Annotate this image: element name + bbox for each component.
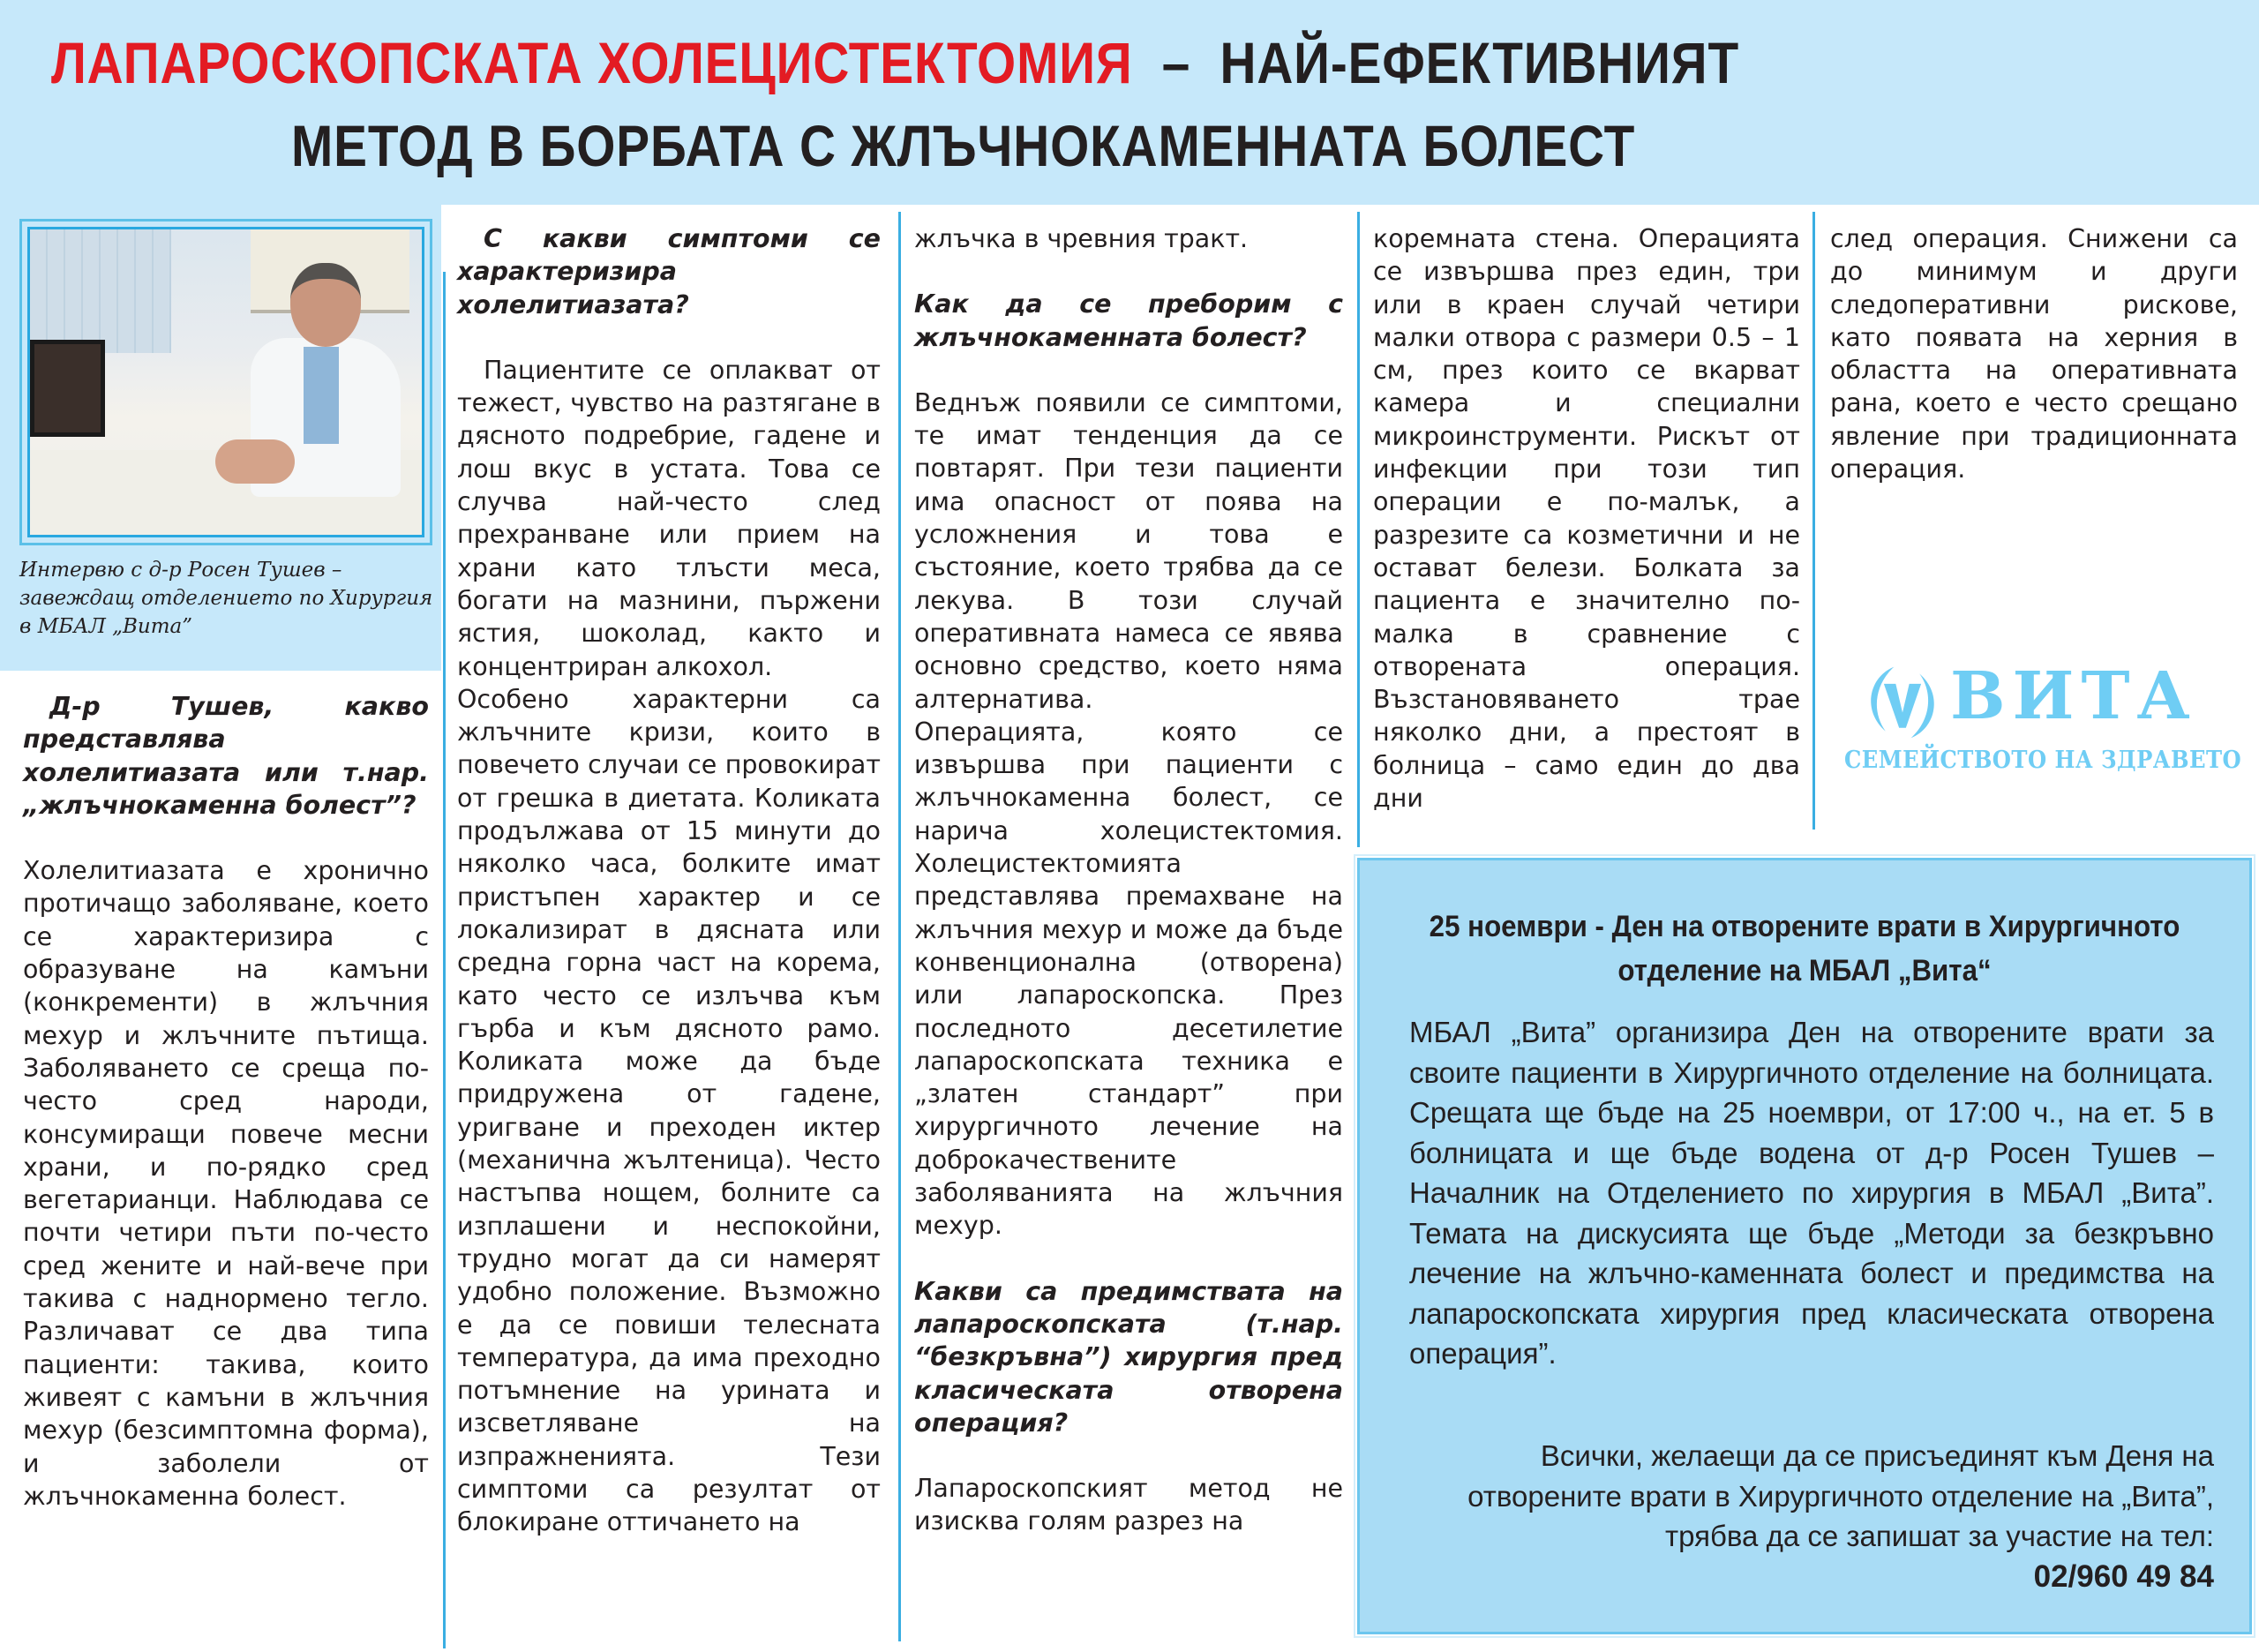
vita-v-emblem-icon — [1860, 658, 1945, 747]
headline-dark-part: НАЙ-ЕФЕКТИВНИЯТ — [1220, 30, 1740, 95]
photo-caption: Интервю с д-р Росен Тушев – завеждащ отделението по Хирургия в МБАЛ „Вита” — [19, 559, 433, 638]
doctor-head — [290, 263, 361, 347]
column-divider — [1357, 212, 1360, 847]
logo-wordmark: ВИТА — [1950, 658, 2197, 734]
announcement-title: 25 ноември - Ден на отворените врати в Хирургичното отделение на МБАЛ „Вита“ — [1429, 910, 2180, 987]
article-paragraph: Пациентите се оплакват от тежест, чувство на разтягане в дясното подребрие, гадене и лош вкус в устата. Това се случва най-често след прехранване или прием на храни като тлъсти меса, богати на мазнини, пържени ястия, шоколад, както и концентриран алкохол. — [457, 355, 881, 681]
announcement-signup — [1409, 1436, 2214, 1596]
headline-red-part: ЛАПАРОСКОПСКАТА ХОЛЕЦИСТЕКТОМИЯ — [51, 30, 1133, 95]
article-paragraph: Холелитиазата е хронично протичащо заболяване, което се характеризира с образуване на камъни (конкременти) в жлъчния мехур и жлъчните пътища. Заболяването се среща по-често сред народи, консумиращи повече месни храни, и по-рядко сред вегетарианци. Наблюдава се почти четири пъти по-често сред жените и най-вече при такива с наднормено тегло. Различават се два типа пациенти: такива, които живеят с камъни в жлъчния мехур (безсимптомна форма), и заболели от жлъчнокаменна болест. — [23, 856, 429, 1511]
phone-number[interactable]: 02/960 49 84 — [2033, 1558, 2214, 1594]
headline-banner — [0, 0, 2259, 205]
doctor-figure — [251, 263, 392, 528]
article-paragraph: Веднъж появили се симптоми, те имат тенденция да се повтарят. При тези пациенти има опасност от поява на усложнения и това е състояние, което трябва да се лекува. В този случай оперативната намеса се явява основно средство, което няма алтернатива. — [914, 387, 1343, 714]
article-column-1 — [23, 690, 429, 1513]
vita-logo — [1844, 637, 2242, 778]
column-divider — [443, 272, 446, 1648]
window-blinds — [30, 229, 171, 353]
open-day-announcement — [1357, 858, 2252, 1634]
article-paragraph: жлъчка в чревния тракт. — [914, 224, 1249, 253]
interview-question: С какви симптоми се характеризира холелитиазата? — [457, 224, 881, 319]
article-paragraph: Лапароскопският метод не изисква голям разрез на — [914, 1474, 1343, 1536]
article-paragraph: Особено характерни са жлъчните кризи, които в повечето случаи се провокират от грешка в диетата. Коликата продължава от 15 минути до няколко часа, болките имат пристъпен характер и се локализират в дясната или средна горна част на корема, като често се излъчва към гърба и към дясното рамо. Коликата може да бъде придружена от гадене, уригване и преходен иктер (механична жълтеница). Често настъпва нощем, болните са изплашени и неспокойни, трудно могат да си намерят удобно положение. Възможно е да се повиши телесната температура, да има преходно потъмнение на урината и изсветляване на изпражненията. Тези симптоми са резултат от блокиране оттичането на — [457, 684, 881, 1537]
article-paragraph: след операция. Снижени са до минимум и други следоперативни рискове, като появата на херния в областта на оперативната рана, което е често срещано явление при традиционната операция. — [1830, 224, 2238, 484]
article-column-4 — [1373, 222, 1800, 815]
signup-text: Всички, желаещи да се присъединят към Деня на отворените врати в Хирургичното отделение на „Вита”, трябва да се запишат за участие на тел: — [1467, 1439, 2214, 1552]
interview-question: Как да се преборим с жлъчнокаменната болест? — [914, 289, 1343, 352]
article-column-3 — [914, 222, 1343, 1538]
article-paragraph: Операцията, която се извършва при пациенти с жлъчнокаменна болест, се нарича холецистектомия. Холецистектомията представлява премахване на жлъчния мехур и може да бъде конвенционална (отворена) или лапароскопска. През последното десетилетие лапароскопската техника е „златен стандарт” при хирургичното лечение на доброкачествените заболяванията на жлъчния мехур. — [914, 717, 1343, 1241]
article-column-5 — [1830, 222, 2238, 485]
photo-panel — [0, 205, 441, 671]
article-column-2 — [457, 222, 881, 1539]
clasped-hands — [215, 439, 295, 484]
logo-tagline: СЕМЕЙСТВОТО НА ЗДРАВЕТО — [1844, 747, 2242, 774]
headline-line-1 — [51, 30, 1994, 95]
announcement-body: МБАЛ „Вита” организира Ден на отворените врати за своите пациенти в Хирургичното отделение на болницата. Срещата ще бъде на 25 ноември, от 17:00 ч., на ет. 5 в болницата и ще бъде водена от д-р Росен Тушев – Началник на Отделението по хирургия в МБАЛ „Вита”. Темата на дискусията ще бъде „Методи за безкръвно лечение на жлъчно-каменната болест и предимства на лапароскопската хирургия пред класическата отворена операция”. — [1409, 1016, 2214, 1370]
computer-monitor — [30, 340, 105, 437]
doctor-photo-frame — [19, 219, 432, 545]
headline-line-2: МЕТОД В БОРБАТА С ЖЛЪЧНОКАМЕННАТА БОЛЕСТ — [291, 113, 1636, 178]
interview-question: Какви са предимствата на лапароскопската (т.нар. “безкръвна”) хирургия пред класическата отворена операция? — [914, 1276, 1343, 1438]
article-paragraph: коремната стена. Операцията се извършва през един, три или в краен случай четири малки отвора с размери 0.5 – 1 см, през които се вкарват камера и специални микроинструменти. Рискът от инфекции при този тип операции е по-малък, а разрезите са козметични и не остават белези. Болката за пациента е значително по-малка в сравнение с отворената операция. Възстановяването трае няколко дни, а престоят в болница – само един до два дни — [1373, 224, 1800, 814]
headline-dash: – — [1132, 30, 1220, 95]
column-divider — [898, 212, 901, 1641]
doctor-photo — [27, 227, 424, 537]
blue-scrubs — [304, 347, 339, 444]
column-divider — [1812, 212, 1815, 830]
interview-question: Д-р Тушев, какво представлява холелитиазата или т.нар. „жлъчнокаменна болест”? — [23, 692, 429, 820]
